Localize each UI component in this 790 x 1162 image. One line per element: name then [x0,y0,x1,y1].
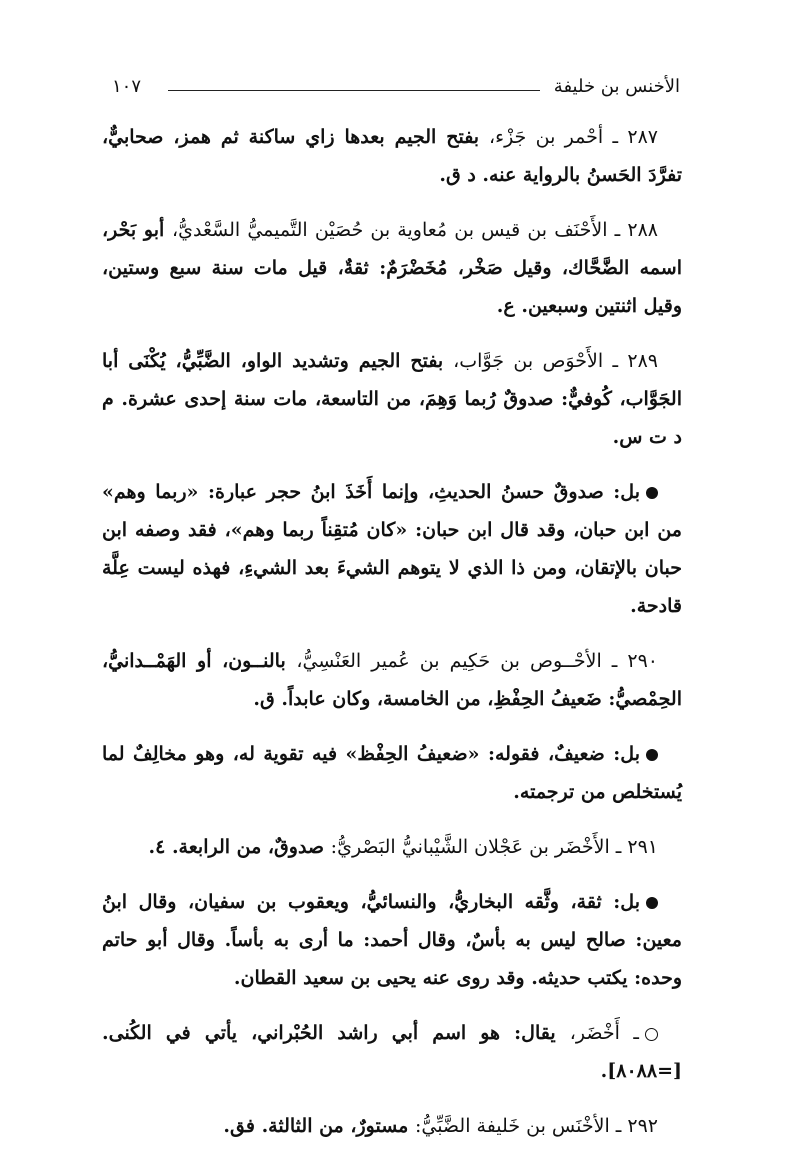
entry-name: ـ أَخْضَر، [569,1022,639,1044]
entry-name: ٢٨٨ ـ الأَحْنَف بن قيس بن مُعاوية بن حُصَيْن التَّميميُّ السَّعْديُّ، [172,219,659,241]
running-title: الأخنس بن خليفة [553,76,680,97]
entries [102,118,682,1162]
entry-292 [102,1107,682,1145]
kunya-akhdar [102,1014,682,1090]
page-header [112,76,680,102]
entry-name: ٢٨٩ ـ الأَحْوَص بن جَوَّاب، [453,350,659,372]
entry-text: صدوقٌ، من الرابعة. ٤. [148,836,331,858]
entry-text: بفتح الجيم بعدها زاي ساكنة ثم همز، صحابيٌّ، تفرَّدَ الحَسنُ بالرواية عنه. د ق. [102,126,682,186]
entry-290 [102,642,682,718]
page-number: ١٠٧ [112,76,142,97]
circle-icon [645,1028,658,1041]
bullet-icon [646,749,658,761]
entry-288 [102,211,682,325]
entry-text: أبو بَحْر، اسمه الضَّحَّاك، وقيل صَخْر، مُخَضْرَمٌ: ثقةٌ، قيل مات سنة سبع وستين، وقيل اثنتين وسبعين. ع. [102,219,682,317]
entry-291 [102,828,682,866]
comment-text: بل: ضعيفٌ، فقوله: «ضعيفُ الحِفْظ» فيه تقوية له، وهو مخالِفٌ لما يُستخلص من ترجمته. [102,743,682,803]
comment-text: بل: صدوقٌ حسنُ الحديثِ، وإنما أَخَذَ ابنُ حجر عبارة: «ربما وهم» من ابن حبان، وقد قال ابن حبان: «كان مُتقِناً ربما وهم»، فقد وصفه ابن حبان بالإتقان، ومن ذا الذي لا يتوهم الشيءَ بعد الشيءِ، فهذه ليست عِلَّة قادحة. [102,481,682,617]
entry-name: ٢٩٢ ـ الأخْنَس بن خَليفة الضَّبِّيُّ: [414,1115,658,1137]
entry-text: يقال: هو اسم أبي راشد الحُبْراني، يأتي في الكُنى. [=٨٠٨٨]. [102,1022,682,1082]
entry-287 [102,118,682,194]
entry-289 [102,342,682,456]
comment-291 [102,883,682,997]
entry-name: ٢٩١ ـ الأَخْضَر بن عَجْلان الشَّيْبانيُّ البَصْريُّ: [330,836,658,858]
bullet-icon [646,897,658,909]
entry-text: بفتح الجيم وتشديد الواو، الضَّبِّيُّ، يُكْنَى أبا الجَوَّاب، كُوفيٌّ: صدوقٌ رُبما وَهِمَ، من التاسعة، مات سنة إحدى عشرة. م د ت س. [102,350,682,448]
bullet-icon [646,487,658,499]
entry-text: بالنــون، أو الهَمْــدانيُّ، الحِمْصيُّ: ضَعيفُ الحِفْظِ، من الخامسة، وكان عابداً. ق. [102,650,682,710]
entry-name: ٢٨٧ ـ أحْمر بن جَزْء، [489,126,659,148]
comment-text: بل: ثقة، وثَّقه البخاريُّ، والنسائيُّ، ويعقوب بن سفيان، وقال ابنُ معين: صالح ليس به بأسٌ، وقال أحمد: ما أرى به بأساً. وقال أبو حاتم وحده: يكتب حديثه. وقد روى عنه يحيى بن سعيد القطان. [102,891,682,989]
comment-290 [102,735,682,811]
comment-289 [102,473,682,625]
entry-name: ٢٩٠ ـ الأحْــوص بن حَكِيم بن عُمير العَنْسِيُّ، [296,650,658,672]
header-rule [168,90,540,91]
entry-text: مستورٌ، من الثالثة. فق. [223,1115,415,1137]
